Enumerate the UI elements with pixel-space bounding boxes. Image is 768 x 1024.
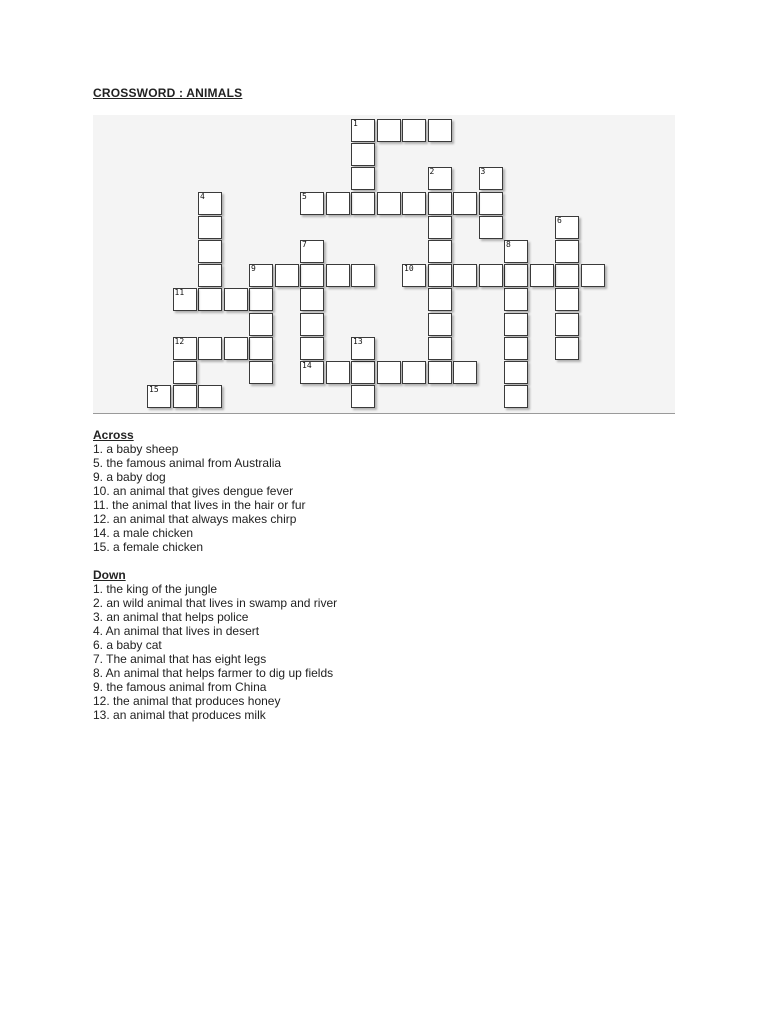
across-clue: 15. a female chicken	[93, 540, 204, 554]
grid-cell[interactable]	[300, 192, 324, 215]
grid-cell[interactable]	[173, 288, 197, 311]
across-clue: 1. a baby sheep	[93, 442, 179, 456]
grid-cell[interactable]	[555, 216, 579, 239]
clue-number: 3	[480, 167, 486, 177]
grid-cell[interactable]	[479, 167, 503, 190]
clue-number: 15	[149, 385, 159, 395]
clue-number: 13	[353, 336, 363, 346]
clue-number: 10	[404, 264, 414, 274]
grid-cell[interactable]	[428, 119, 452, 142]
grid-cell[interactable]	[300, 337, 324, 360]
grid-cell[interactable]	[428, 361, 452, 384]
grid-cell[interactable]	[402, 361, 426, 384]
grid-cell[interactable]	[428, 192, 452, 215]
grid-cell[interactable]	[504, 240, 528, 263]
down-clue: 3. an animal that helps police	[93, 610, 249, 624]
grid-cell[interactable]	[504, 264, 528, 287]
grid-cell[interactable]	[300, 313, 324, 336]
grid-cell[interactable]	[504, 337, 528, 360]
across-heading: Across	[93, 428, 134, 442]
grid-cell[interactable]	[555, 313, 579, 336]
down-clue: 6. a baby cat	[93, 638, 162, 652]
down-clue: 9. the famous animal from China	[93, 680, 267, 694]
grid-cell[interactable]	[351, 167, 375, 190]
grid-cell[interactable]	[504, 385, 528, 408]
grid-cell[interactable]	[249, 264, 273, 287]
down-clue-list	[93, 582, 337, 722]
grid-cell[interactable]	[555, 288, 579, 311]
grid-cell[interactable]	[402, 192, 426, 215]
grid-cell[interactable]	[351, 192, 375, 215]
grid-cell[interactable]	[428, 167, 452, 190]
grid-cell[interactable]	[402, 264, 426, 287]
grid-cell[interactable]	[453, 192, 477, 215]
across-clue-list	[93, 442, 337, 554]
grid-cell[interactable]	[198, 337, 222, 360]
grid-cell[interactable]	[249, 288, 273, 311]
across-clue: 10. an animal that gives dengue fever	[93, 484, 294, 498]
grid-cell[interactable]	[555, 264, 579, 287]
grid-cell[interactable]	[453, 264, 477, 287]
grid-cell[interactable]	[173, 361, 197, 384]
grid-cell[interactable]	[428, 216, 452, 239]
crossword-grid	[93, 115, 675, 414]
grid-cell[interactable]	[504, 288, 528, 311]
clue-number: 4	[200, 191, 205, 201]
down-clue: 2. an wild animal that lives in swamp and river	[93, 596, 338, 610]
grid-cell[interactable]	[198, 385, 222, 408]
down-clue: 7. The animal that has eight legs	[93, 652, 267, 666]
grid-cell[interactable]	[428, 337, 452, 360]
clues-section	[93, 428, 337, 722]
grid-cell[interactable]	[249, 361, 273, 384]
across-clue: 5. the famous animal from Australia	[93, 456, 282, 470]
grid-cell[interactable]	[377, 119, 401, 142]
grid-cell[interactable]	[224, 337, 248, 360]
across-clue: 12. an animal that always makes chirp	[93, 512, 297, 526]
down-clue: 8. An animal that helps farmer to dig up fields	[93, 666, 334, 680]
grid-cell[interactable]	[555, 240, 579, 263]
clue-number: 12	[174, 336, 185, 346]
clue-number: 8	[506, 240, 511, 249]
clue-number: 7	[302, 240, 307, 249]
grid-cell[interactable]	[224, 288, 248, 311]
grid-cell[interactable]	[249, 313, 273, 336]
grid-cell[interactable]	[326, 361, 350, 384]
grid-cell[interactable]	[479, 264, 503, 287]
grid-cell[interactable]	[377, 361, 401, 384]
grid-cell[interactable]	[300, 361, 324, 384]
across-clue: 14. a male chicken	[93, 526, 194, 540]
grid-cell[interactable]	[402, 119, 426, 142]
grid-cell[interactable]	[428, 264, 452, 287]
grid-cell[interactable]	[147, 385, 171, 408]
down-clue: 13. an animal that produces milk	[93, 708, 266, 722]
down-clue: 1. the king of the jungle	[93, 582, 218, 596]
grid-cell[interactable]	[377, 192, 401, 215]
grid-cell[interactable]	[351, 337, 375, 360]
down-clue: 12. the animal that produces honey	[93, 694, 281, 708]
clue-number: 6	[557, 215, 562, 225]
grid-cell[interactable]	[300, 240, 324, 263]
clue-number: 11	[174, 288, 185, 298]
grid-cell[interactable]	[351, 361, 375, 384]
grid-cell[interactable]	[530, 264, 554, 287]
grid-cell[interactable]	[326, 192, 350, 215]
grid-cell[interactable]	[173, 337, 197, 360]
clue-number: 14	[302, 361, 312, 370]
grid-cell[interactable]	[198, 288, 222, 311]
grid-cell[interactable]	[351, 119, 375, 142]
grid-cell[interactable]	[453, 361, 477, 384]
grid-cell[interactable]	[581, 264, 605, 287]
grid-cell[interactable]	[428, 240, 452, 263]
clue-number: 2	[429, 167, 435, 177]
grid-cell[interactable]	[351, 264, 375, 287]
grid-cell[interactable]	[198, 240, 222, 263]
grid-cell[interactable]	[173, 385, 197, 408]
down-clue: 4. An animal that lives in desert	[93, 624, 260, 638]
grid-cell[interactable]	[351, 385, 375, 408]
grid-cell[interactable]	[428, 288, 452, 311]
grid-cell[interactable]	[428, 313, 452, 336]
grid-cell[interactable]	[504, 313, 528, 336]
grid-cell[interactable]	[479, 216, 503, 239]
grid-cell[interactable]	[300, 264, 324, 287]
across-clue: 11. the animal that lives in the hair or fur	[93, 498, 306, 512]
grid-cell[interactable]	[555, 337, 579, 360]
grid-cell[interactable]	[249, 337, 273, 360]
across-clue: 9. a baby dog	[93, 470, 166, 484]
grid-cell[interactable]	[275, 264, 299, 287]
clue-number: 9	[251, 264, 256, 274]
grid-cell[interactable]	[198, 264, 222, 287]
grid-cell[interactable]	[326, 264, 350, 287]
grid-cell[interactable]	[198, 192, 222, 215]
grid-cell[interactable]	[300, 288, 324, 311]
grid-cell[interactable]	[504, 361, 528, 384]
page-title: CROSSWORD : ANIMALS	[93, 86, 243, 100]
down-heading: Down	[93, 568, 126, 582]
clue-number: 5	[302, 191, 307, 201]
grid-cell[interactable]	[351, 143, 375, 166]
grid-cell[interactable]	[198, 216, 222, 239]
clue-number: 1	[353, 119, 358, 128]
grid-cell[interactable]	[479, 192, 503, 215]
